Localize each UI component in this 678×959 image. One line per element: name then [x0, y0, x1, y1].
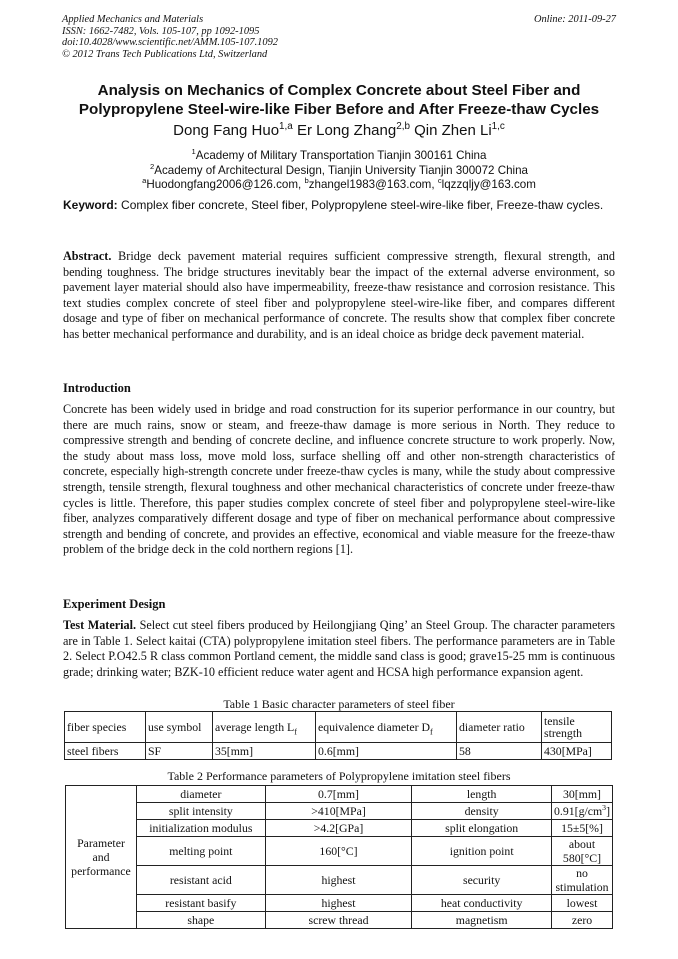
table-row [66, 786, 613, 803]
copyright-line: © 2012 Trans Tech Publications Ltd, Switzerland [62, 48, 268, 60]
table-cell: SF [146, 743, 213, 760]
author-marker: 1,a [279, 121, 293, 132]
table-cell: split elongation [412, 820, 552, 837]
table-cell: initialization modulus [136, 820, 265, 837]
paper-title [60, 81, 618, 119]
email-address: Huodongfang2006@126.com, [146, 178, 302, 191]
table-cell: length [412, 786, 552, 803]
table-cell: lowest [552, 895, 613, 912]
table-cell: highest [265, 895, 412, 912]
table-cell: security [412, 866, 552, 895]
table-cell: about 580[°C] [552, 837, 613, 866]
table-cell: ignition point [412, 837, 552, 866]
header-cell: fiber species [65, 712, 146, 743]
table-cell: no stimulation [552, 866, 613, 895]
abstract-label: Abstract. [63, 249, 112, 263]
table-row [66, 820, 613, 837]
section-heading-introduction: Introduction [63, 381, 131, 395]
test-material-paragraph [63, 618, 615, 680]
subscript: f [294, 727, 298, 737]
density-close: ] [606, 804, 610, 818]
table-cell: split intensity [136, 803, 265, 820]
email-address: zhangel1983@163.com, [308, 178, 435, 191]
subscript: f [430, 727, 433, 737]
header-text: equivalence diameter D [318, 720, 431, 734]
table-1 [64, 711, 612, 760]
table-cell: 35[mm] [213, 743, 316, 760]
author-name: Er Long Zhang [296, 122, 397, 139]
header-cell: use symbol [146, 712, 213, 743]
author-marker: 2,b [396, 121, 410, 132]
table-cell: 30[mm] [552, 786, 613, 803]
table-cell: >4.2[GPa] [265, 820, 412, 837]
table-cell: steel fibers [65, 743, 146, 760]
header-cell [316, 712, 457, 743]
keywords [63, 198, 615, 214]
table-cell: 0.6[mm] [316, 743, 457, 760]
title-line-2: Polypropylene Steel-wire-like Fiber Before and After Freeze-thaw Cycles [78, 101, 600, 118]
table-row [66, 912, 613, 929]
density-value: 0.91[g/cm [554, 804, 603, 818]
affiliation-marker: 2 [149, 162, 155, 172]
table-header-row [65, 712, 612, 743]
superscript: 3 [602, 803, 607, 813]
email-marker: c [437, 176, 442, 186]
affiliation-marker: 1 [191, 147, 196, 157]
author-list [62, 122, 616, 140]
doi-line: doi:10.4028/www.scientific.net/AMM.105-107.1092 [62, 37, 278, 49]
introduction-text: Concrete has been widely used in bridge and road construction for its superior performance in our country, but there are much rains, snow or steam, and freeze-thaw damage is more serious in North. They reduce to compressive strength and bending of concrete decline, and influence concrete structure to work properly. Now, the study about mass loss, move mold loss, surface shelling off and other non-strength characteristics of concrete, especially high-strength concrete under freeze-thaw cycles is many, while the study about compressive strength, tensile strength, flexural toughness and other mechanical characteristics of concrete under freeze-thaw cycles is little. Therefore, this paper studies complex concrete of steel fiber and polypropylene steel-wire-like fiber, analyzes comparatively different dosage and type of fiber on mechanical performance about compressive strength and bending of concrete, and provides an effective, economical and viable measure for the freeze-thaw problem of the bridge deck in the cold northern regions [1]. [63, 402, 615, 557]
header-text: average length L [215, 720, 295, 734]
table-cell: melting point [136, 837, 265, 866]
author-name: Qin Zhen Li [414, 122, 492, 139]
table-cell [552, 803, 613, 820]
header-cell [213, 712, 316, 743]
table-cell: zero [552, 912, 613, 929]
abstract-text: Bridge deck pavement material requires sufficient compressive strength, flexural strength, and bending toughness. The bridge structures inevitably bear the impact of the external adverse environment, so pavement layer material should also have impermeability, freeze-thaw resistance and corrosion resistance. This text studies complex concrete of steel fiber and polypropylene steel-wire-like fiber, and compares different dosage and type of fiber on mechanical performance of concrete. The results show that complex fiber concrete has better mechanical performance and durability, and is an ideal choice as bridge deck pavement material. [63, 249, 615, 341]
table-row [66, 866, 613, 895]
table-cell: diameter [136, 786, 265, 803]
table-row [66, 837, 613, 866]
table-row [66, 803, 613, 820]
keyword-label: Keyword: [63, 198, 118, 212]
table-cell: 58 [457, 743, 542, 760]
table-cell: highest [265, 866, 412, 895]
issn-line: ISSN: 1662-7482, Vols. 105-107, pp 1092-1095 [62, 25, 260, 37]
table-cell: screw thread [265, 912, 412, 929]
email-marker: a [142, 176, 147, 186]
author-marker: 1,c [491, 121, 505, 132]
table-cell: heat conductivity [412, 895, 552, 912]
online-date: Online: 2011-09-27 [533, 14, 616, 25]
title-line-1: Analysis on Mechanics of Complex Concrete about Steel Fiber and [97, 82, 581, 99]
table-cell: shape [136, 912, 265, 929]
table-cell: 430[MPa] [542, 743, 612, 760]
row-group-label: Parameter and performance [66, 786, 137, 929]
header-cell: tensile strength [542, 712, 612, 743]
table-cell: 15±5[%] [552, 820, 613, 837]
affiliation-text: Academy of Architectural Design, Tianjin University Tianjin 300072 China [154, 164, 529, 177]
affiliation-1 [62, 149, 616, 163]
table-row [66, 895, 613, 912]
table-cell: >410[MPa] [265, 803, 412, 820]
table-row [65, 743, 612, 760]
author-name: Dong Fang Huo [173, 122, 280, 139]
journal-header [62, 14, 616, 60]
affiliation-text: Academy of Military Transportation Tianjin 300161 China [195, 149, 487, 162]
test-material-text: Select cut steel fibers produced by Heilongjiang Qing’ an Steel Group. The character parameters are in Table 1. Select kaitai (CTA) polypropylene imitation steel fibers. The performance parameters are in Table 2. Select P.O42.5 R class common Portland cement, the middle sand class is good; grave15-25 mm is continuous grade; drinking water; BZK-10 efficient reduce water agent and HCSA high performance expansion agent. [63, 618, 616, 679]
table-cell: 160[°C] [265, 837, 412, 866]
section-heading-experiment-design: Experiment Design [63, 597, 166, 611]
table-cell: resistant acid [136, 866, 265, 895]
email-line [62, 178, 616, 192]
test-material-label: Test Material. [63, 618, 137, 632]
journal-name: Applied Mechanics and Materials [62, 14, 204, 25]
table-1-caption: Table 1 Basic character parameters of steel fiber [223, 697, 455, 711]
email-address: lqzzqljy@163.com [441, 178, 536, 191]
email-marker: b [304, 176, 309, 186]
table-cell: 0.7[mm] [265, 786, 412, 803]
table-cell: resistant basify [136, 895, 265, 912]
keyword-text: Complex fiber concrete, Steel fiber, Polypropylene steel-wire-like fiber, Freeze-thaw cycles. [121, 198, 604, 212]
table-2 [65, 785, 613, 929]
abstract [63, 249, 615, 343]
table-cell: magnetism [412, 912, 552, 929]
header-cell: diameter ratio [457, 712, 542, 743]
table-cell: density [412, 803, 552, 820]
table-2-caption: Table 2 Performance parameters of Polypropylene imitation steel fibers [167, 769, 511, 783]
